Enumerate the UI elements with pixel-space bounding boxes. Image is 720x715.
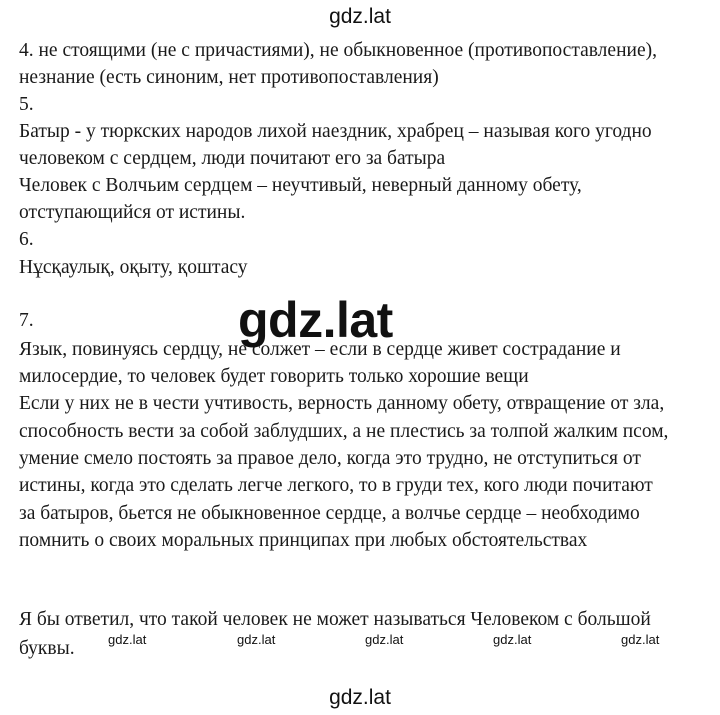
text-line: человеком с сердцем, люди почитают его за батыра: [19, 148, 446, 169]
text-line: буквы.: [19, 638, 75, 659]
text-line: 6.: [19, 229, 34, 250]
text-line: способность вести за собой заблудших, а не плестись за толпой жалким псом,: [19, 421, 669, 442]
text-line: Если у них не в чести учтивость, верность данному обету, отвращение от зла,: [19, 393, 665, 414]
text-line: 5.: [19, 94, 34, 115]
text-line: истины, когда это сделать легче легкого, то в груди тех, кого люди почитают: [19, 475, 653, 496]
text-line: Батыр - у тюркских народов лихой наездник, храбрец – называя кого угодно: [19, 121, 652, 142]
text-line: Нұсқаулық, оқыту, қоштасу: [19, 257, 248, 278]
text-line: милосердие, то человек будет говорить только хорошие вещи: [19, 366, 529, 387]
text-line: умение смело постоять за правое дело, когда это трудно, не отступиться от: [19, 448, 641, 469]
text-line: Я бы ответил, что такой человек не может называться Человеком с большой: [19, 609, 651, 630]
watermark-small: gdz.lat: [365, 632, 404, 647]
text-line: Человек с Волчьим сердцем – неучтивый, неверный данному обету,: [19, 175, 582, 196]
watermark-small: gdz.lat: [108, 632, 147, 647]
watermark-top: gdz.lat: [329, 5, 391, 28]
text-line: незнание (есть синоним, нет противопоставления): [19, 67, 439, 88]
text-line: 4. не стоящими (не с причастиями), не обыкновенное (противопоставление),: [19, 40, 657, 61]
text-line: Язык, повинуясь сердцу, не солжет – если в сердце живет сострадание и: [19, 339, 621, 360]
text-line: отступающийся от истины.: [19, 202, 246, 223]
text-line: 7.: [19, 310, 34, 331]
watermark-center: gdz.lat: [238, 292, 393, 348]
watermark-small: gdz.lat: [237, 632, 276, 647]
watermark-small: gdz.lat: [493, 632, 532, 647]
watermark-small: gdz.lat: [621, 632, 660, 647]
text-line: за батыров, бьется не обыкновенное сердце, а волчье сердце – необходимо: [19, 503, 640, 524]
watermark-bottom: gdz.lat: [329, 686, 391, 709]
text-line: помнить о своих моральных принципах при любых обстоятельствах: [19, 530, 588, 551]
